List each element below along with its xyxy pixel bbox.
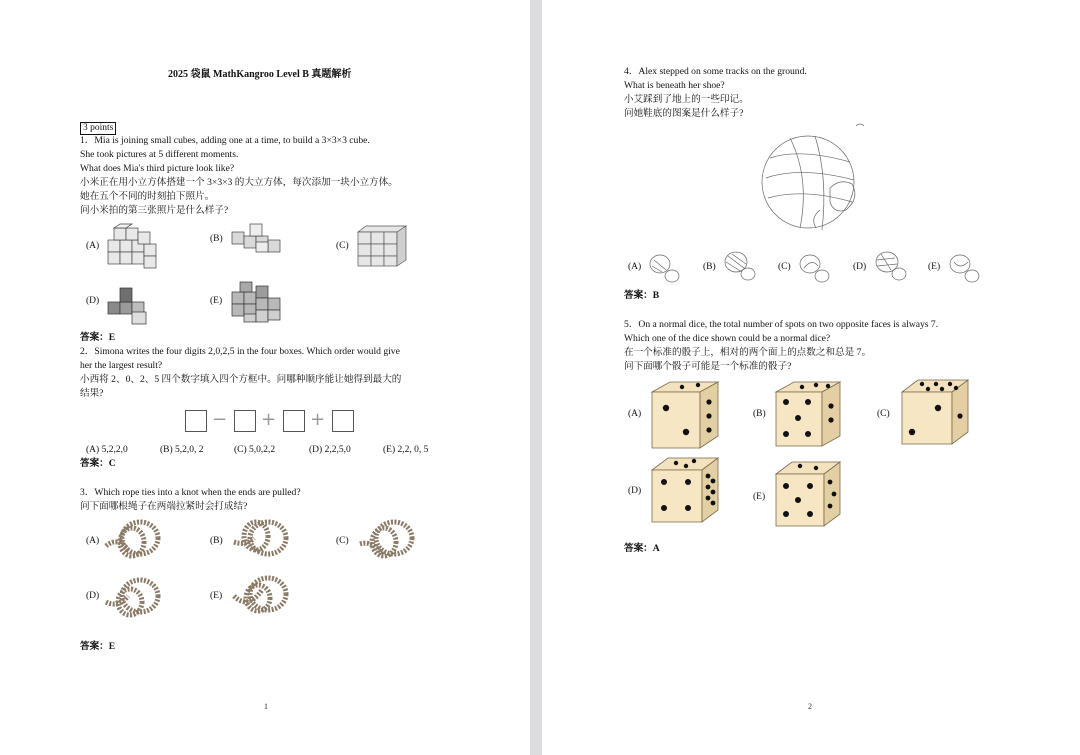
- page-number-1: 1: [264, 702, 268, 711]
- q2-text-zh-1: 小西将 2、0、2、5 四个数字填入四个方框中。问哪种顺序能让她得到最大的: [80, 374, 402, 385]
- plus-sign-1: +: [261, 409, 277, 430]
- shoe-sole-figure-e[interactable]: [948, 252, 982, 284]
- die-figure-a[interactable]: [648, 380, 720, 450]
- q3-option-c-label[interactable]: (C): [336, 536, 349, 546]
- q3-option-d-label[interactable]: (D): [86, 591, 100, 601]
- q3-text-en: 3．Which rope ties into a knot when the ends are pulled?: [80, 487, 301, 498]
- q4-option-e-label[interactable]: (E): [928, 262, 941, 272]
- digit-box-3[interactable]: [283, 410, 305, 432]
- q5-option-d-label[interactable]: (D): [628, 486, 642, 496]
- q1-option-b-label[interactable]: (B): [210, 234, 223, 244]
- q1-text-en-2: She took pictures at 5 different moments.: [80, 149, 239, 160]
- q2-text-en-1: 2．Simona writes the four digits 2,0,2,5 in the four boxes. Which order would give: [80, 346, 400, 357]
- q4-option-a-label[interactable]: (A): [628, 262, 642, 272]
- document-page-1: [0, 0, 530, 755]
- digit-box-2[interactable]: [234, 410, 256, 432]
- shoe-sole-figure-a[interactable]: [648, 252, 682, 284]
- q1-option-c-label[interactable]: (C): [336, 241, 349, 251]
- q5-option-e-label[interactable]: (E): [753, 492, 766, 502]
- minus-sign: −: [212, 409, 228, 430]
- shoe-sole-figure-d[interactable]: [873, 250, 909, 284]
- q4-option-b-label[interactable]: (B): [703, 262, 716, 272]
- rope-figure-d[interactable]: [104, 574, 164, 622]
- q2-choice-a[interactable]: (A) 5,2,2,0: [86, 445, 128, 455]
- plus-sign-2: +: [310, 409, 326, 430]
- q5-text-zh-1: 在一个标准的骰子上，相对的两个面上的点数之和总是 7。: [624, 347, 872, 358]
- shoe-sole-figure-c[interactable]: [798, 252, 832, 284]
- q2-choice-c[interactable]: (C) 5,0,2,2: [234, 445, 276, 455]
- q5-option-c-label[interactable]: (C): [877, 409, 890, 419]
- q1-option-e-label[interactable]: (E): [210, 296, 223, 306]
- rope-figure-a[interactable]: [104, 516, 164, 564]
- q1-text-en-3: What does Mia's third picture look like?: [80, 163, 235, 174]
- q1-text-zh-2: 她在五个不同的时刻拍下照片。: [80, 191, 215, 202]
- q4-text-en-1: 4．Alex stepped on some tracks on the ground.: [624, 66, 807, 77]
- q1-text-zh-3: 问小米拍的第三张照片是什么样子?: [80, 205, 229, 216]
- q5-text-en-2: Which one of the dice shown could be a normal dice?: [624, 333, 831, 344]
- rope-figure-b[interactable]: [232, 516, 292, 564]
- q4-option-c-label[interactable]: (C): [778, 262, 791, 272]
- cube-figure-d[interactable]: [104, 284, 156, 326]
- points-label: 3 points: [80, 122, 116, 135]
- q4-answer: 答案：B: [624, 290, 660, 301]
- q1-text-en-1: 1．Mia is joining small cubes, adding one at a time, to build a 3×3×3 cube.: [80, 135, 370, 146]
- document-page-2: [542, 0, 1080, 755]
- page-number-2: 2: [808, 702, 812, 711]
- q2-choice-b[interactable]: (B) 5,2,0, 2: [160, 445, 204, 455]
- cube-figure-a[interactable]: [104, 222, 162, 272]
- q3-option-a-label[interactable]: (A): [86, 536, 100, 546]
- q2-answer: 答案：C: [80, 458, 116, 469]
- die-figure-e[interactable]: [772, 460, 842, 528]
- q2-choice-e[interactable]: (E) 2,2, 0, 5: [383, 445, 429, 455]
- q3-text-zh: 问下面哪根绳子在两端拉紧时会打成结?: [80, 501, 248, 512]
- q4-text-zh-2: 问她鞋底的图案是什么样子?: [624, 108, 744, 119]
- cube-figure-c[interactable]: [356, 224, 410, 270]
- die-figure-b[interactable]: [772, 380, 842, 450]
- digit-box-4[interactable]: [332, 410, 354, 432]
- q2-text-zh-2: 结果?: [80, 388, 104, 399]
- digit-box-1[interactable]: [185, 410, 207, 432]
- q4-text-zh-1: 小艾踩到了地上的一些印记。: [624, 94, 749, 105]
- q4-text-en-2: What is beneath her shoe?: [624, 80, 725, 91]
- q4-option-d-label[interactable]: (D): [853, 262, 867, 272]
- die-figure-d[interactable]: [648, 456, 720, 524]
- cube-figure-e[interactable]: [230, 280, 286, 326]
- document-title: 2025 袋鼠 MathKangroo Level B 真题解析: [168, 69, 352, 80]
- footprint-circle-illustration: [760, 118, 870, 246]
- q2-choice-d[interactable]: (D) 2,2,5,0: [309, 445, 351, 455]
- q5-text-zh-2: 问下面哪个骰子可能是一个标准的骰子?: [624, 361, 792, 372]
- q5-option-b-label[interactable]: (B): [753, 409, 766, 419]
- q2-text-en-2: her the largest result?: [80, 360, 163, 371]
- q3-option-b-label[interactable]: (B): [210, 536, 223, 546]
- die-figure-c[interactable]: [898, 376, 970, 446]
- q1-option-d-label[interactable]: (D): [86, 296, 100, 306]
- q3-option-e-label[interactable]: (E): [210, 591, 223, 601]
- page-divider: [530, 0, 542, 755]
- rope-figure-e[interactable]: [232, 572, 292, 620]
- q1-text-zh-1: 小米正在用小立方体搭建一个 3×3×3 的大立方体，每次添加一块小立方体。: [80, 177, 398, 188]
- rope-figure-c[interactable]: [356, 516, 416, 564]
- q1-answer: 答案：E: [80, 332, 116, 343]
- q1-option-a-label[interactable]: (A): [86, 241, 100, 251]
- q5-option-a-label[interactable]: (A): [628, 409, 642, 419]
- shoe-sole-figure-b[interactable]: [722, 250, 758, 284]
- q5-text-en-1: 5．On a normal dice, the total number of spots on two opposite faces is always 7.: [624, 319, 939, 330]
- q3-answer: 答案：E: [80, 641, 116, 652]
- q5-answer: 答案：A: [624, 543, 660, 554]
- cube-figure-b[interactable]: [230, 222, 286, 258]
